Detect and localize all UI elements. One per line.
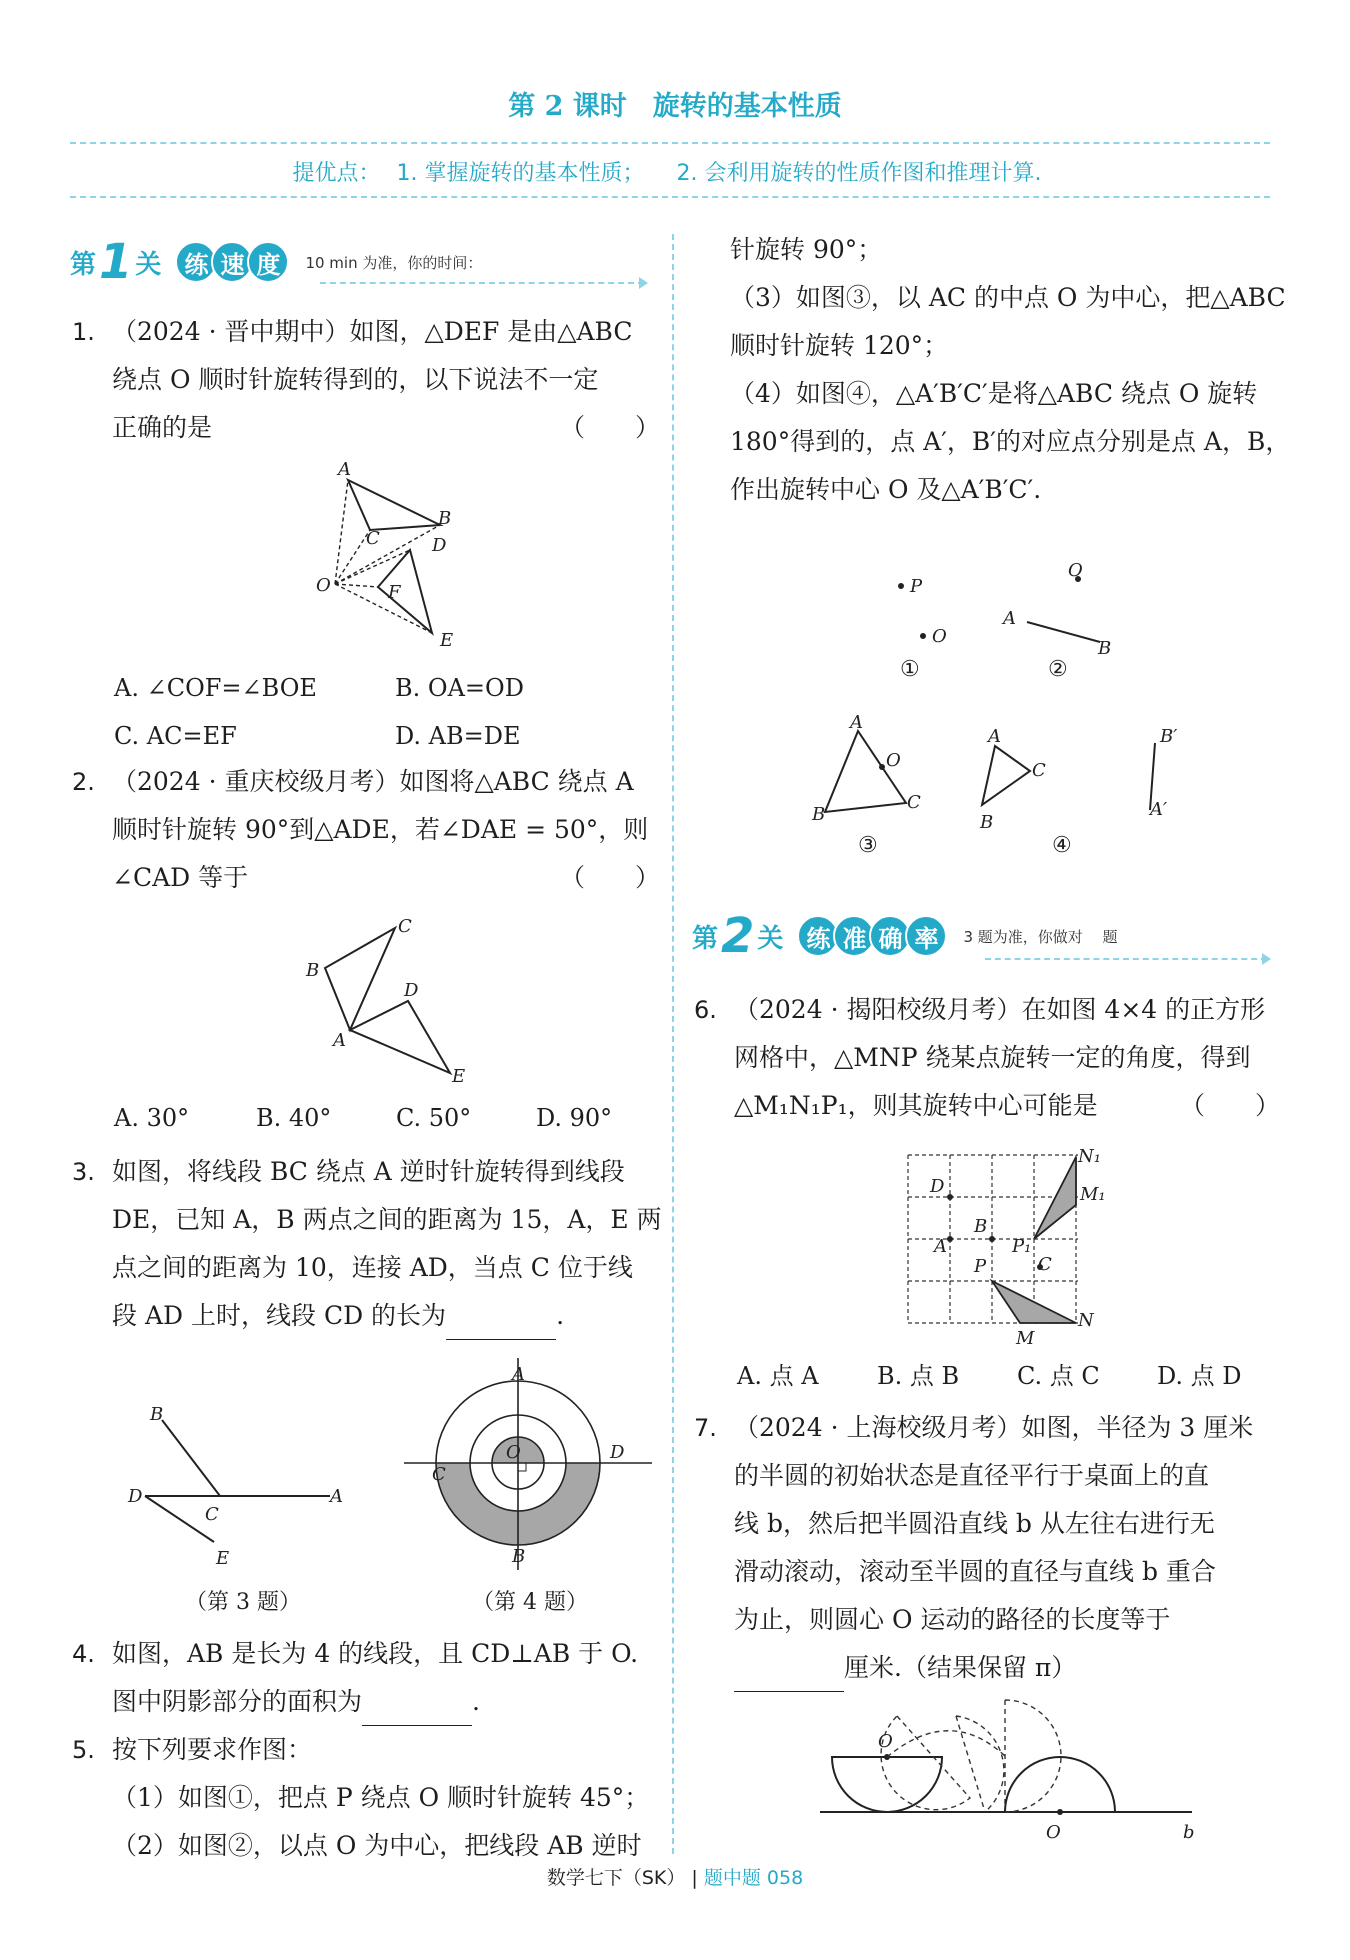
section-number: 2	[721, 908, 755, 964]
text-line: 网格中，△MNP 绕某点旋转一定的角度，得到	[734, 1043, 1251, 1072]
option-d[interactable]: D. 点 D	[1157, 1362, 1242, 1390]
badge-char: 速	[211, 241, 253, 283]
answer-paren: （ ）	[560, 863, 661, 892]
label-D: D	[128, 1486, 143, 1507]
label-B: B	[306, 960, 320, 981]
page-footer	[0, 1863, 1350, 1890]
option-a[interactable]: A. ∠COF=∠BOE	[114, 674, 317, 702]
answer-paren: （ ）	[560, 413, 661, 442]
label-B: B	[980, 812, 994, 833]
label-A: A	[934, 1236, 947, 1257]
footer-subject: 数学七下（SK）	[546, 1867, 686, 1889]
option-d[interactable]: D. AB=DE	[395, 722, 521, 750]
text-line: DE，已知 A，B 两点之间的距离为 15，A，E 两	[112, 1205, 662, 1234]
label-E: E	[440, 630, 454, 651]
label-C: C	[366, 528, 380, 549]
label-O: O	[932, 626, 947, 647]
label-A-prime: A′	[1150, 799, 1168, 820]
lesson-title: 旋转的基本性质	[652, 91, 842, 122]
text-line: （1）如图①，把点 P 绕点 O 顺时针旋转 45°；	[112, 1783, 650, 1812]
text-line: 作出旋转中心 O 及△A′B′C′.	[730, 475, 1042, 504]
badge-char: 准	[833, 915, 875, 957]
label-C: C	[398, 916, 412, 937]
section-word: 第	[692, 923, 719, 954]
section-word: 关	[757, 923, 784, 954]
section-note: 3 题为准，你做对 题	[963, 927, 1118, 946]
text-line: （3）如图③，以 AC 的中点 O 为中心，把△ABC	[730, 283, 1286, 312]
label-F: F	[388, 582, 401, 603]
section-word: 第	[70, 249, 97, 280]
text-line: 为止，则圆心 O 运动的路径的长度等于	[734, 1605, 1171, 1634]
text-line: 针旋转 90°；	[730, 235, 883, 264]
label-A: A	[338, 459, 351, 480]
label-C: C	[1038, 1254, 1052, 1275]
text-span: 图中阴影部分的面积为	[112, 1687, 363, 1716]
option-d[interactable]: D. 90°	[536, 1104, 613, 1132]
text-line: 如图，AB 是长为 4 的线段，且 CD⊥AB 于 O.	[112, 1639, 639, 1668]
label-E: E	[452, 1066, 466, 1087]
option-b[interactable]: B. OA=OD	[395, 674, 524, 702]
page-number: 058	[766, 1867, 804, 1889]
figure-caption: （第 3 题）	[185, 1590, 301, 1615]
label-B: B	[512, 1546, 526, 1567]
text-line: 顺时针旋转 120°；	[730, 331, 949, 360]
label-B: B	[974, 1216, 988, 1237]
label-O: O	[1068, 560, 1083, 581]
label-C: C	[205, 1504, 219, 1525]
label-N: N	[1078, 1310, 1094, 1331]
text-line: △M₁N₁P₁，则其旋转中心可能是	[734, 1091, 1098, 1120]
text-line: 线 b，然后把半圆沿直线 b 从左往右进行无	[734, 1509, 1215, 1538]
label-E: E	[216, 1548, 230, 1569]
question-number: 1.	[72, 318, 95, 346]
label-B: B	[812, 804, 826, 825]
option-c[interactable]: C. 50°	[396, 1104, 472, 1132]
label-A: A	[512, 1364, 525, 1385]
label-A: A	[333, 1030, 346, 1051]
badge-char: 度	[247, 241, 289, 283]
label-D: D	[610, 1442, 625, 1463]
text-line: （2024 · 上海校级月考）如图，半径为 3 厘米	[734, 1413, 1254, 1442]
text-line: 如图，将线段 BC 绕点 A 逆时针旋转得到线段	[112, 1157, 625, 1186]
lesson-number: 第 2 课时	[508, 91, 627, 122]
label-P: P	[910, 576, 923, 597]
text-span: .	[556, 1301, 565, 1330]
label-C: C	[907, 792, 921, 813]
caption-3: ③	[858, 833, 878, 858]
question-number: 2.	[72, 768, 95, 796]
question-number: 7.	[694, 1414, 717, 1442]
label-B: B	[150, 1404, 164, 1425]
question-number: 5.	[72, 1736, 95, 1764]
label-D: D	[404, 980, 419, 1001]
text-line: 顺时针旋转 90°到△ADE，若∠DAE = 50°，则	[112, 815, 649, 844]
objective-2: 2. 会利用旋转的性质作图和推理计算.	[676, 161, 1042, 186]
caption-4: ④	[1052, 833, 1072, 858]
label-A: A	[1003, 608, 1016, 629]
caption-2: ②	[1048, 657, 1068, 682]
text-line: 180°得到的，点 A′，B′的对应点分别是点 A，B，	[730, 427, 1291, 456]
label-O-end: O	[1046, 1822, 1061, 1843]
label-O: O	[506, 1442, 521, 1463]
label-D: D	[930, 1176, 945, 1197]
label-M: M	[1016, 1328, 1035, 1349]
label-B-prime: B′	[1160, 726, 1178, 747]
figure-caption: （第 4 题）	[472, 1590, 588, 1615]
label-A: A	[330, 1486, 343, 1507]
text-line: 按下列要求作图：	[112, 1735, 313, 1764]
label-D: D	[432, 535, 447, 556]
option-a[interactable]: A. 30°	[114, 1104, 190, 1132]
text-line: （4）如图④，△A′B′C′是将△ABC 绕点 O 旋转	[730, 379, 1258, 408]
label-O-start: O	[878, 1731, 893, 1752]
label-N1: N₁	[1078, 1146, 1101, 1167]
label-A: A	[850, 712, 863, 733]
text-line: 绕点 O 顺时针旋转得到的，以下说法不一定	[112, 365, 599, 394]
section-number: 1	[99, 234, 133, 290]
label-B: B	[1098, 638, 1112, 659]
text-line: （2024 · 晋中期中）如图，△DEF 是由△ABC	[112, 317, 633, 346]
text-line: 滑动滚动，滚动至半圆的直径与直线 b 重合	[734, 1557, 1216, 1586]
text-line: （2024 · 重庆校级月考）如图将△ABC 绕点 A	[112, 767, 634, 796]
footer-series: 题中题	[703, 1867, 761, 1889]
label-C: C	[1032, 760, 1046, 781]
text-line: （2）如图②，以点 O 为中心，把线段 AB 逆时	[112, 1831, 642, 1860]
text-span: .	[472, 1687, 480, 1716]
section-word: 关	[135, 249, 162, 280]
label-O: O	[886, 750, 901, 771]
text-span: 厘米.（结果保留 π）	[844, 1653, 1077, 1682]
badge-char: 练	[175, 241, 217, 283]
badge-char: 确	[869, 915, 911, 957]
option-b[interactable]: B. 40°	[256, 1104, 332, 1132]
text-line: 的半圆的初始状态是直径平行于桌面上的直	[734, 1461, 1210, 1490]
label-P: P	[974, 1256, 987, 1277]
label-O: O	[316, 575, 331, 596]
label-B: B	[438, 508, 452, 529]
text-line: 点之间的距离为 10，连接 AD，当点 C 位于线	[112, 1253, 633, 1282]
label-M1: M₁	[1080, 1184, 1106, 1205]
question-number: 4.	[72, 1640, 95, 1668]
label-P1: P₁	[1012, 1236, 1032, 1257]
option-a[interactable]: A. 点 A	[737, 1362, 819, 1390]
answer-paren: （ ）	[1180, 1091, 1281, 1120]
text-line: ∠CAD 等于	[112, 863, 249, 892]
objectives-label: 提优点：	[292, 161, 381, 186]
section-note: 10 min 为准，你的时间：	[305, 253, 483, 272]
footer-separator: |	[691, 1867, 698, 1889]
label-b: b	[1183, 1822, 1195, 1843]
badge-char: 练	[797, 915, 839, 957]
text-line: 正确的是	[112, 413, 213, 442]
objective-1: 1. 掌握旋转的基本性质；	[396, 161, 645, 186]
text-line: （2024 · 揭阳校级月考）在如图 4×4 的正方形	[734, 995, 1266, 1024]
question-number: 6.	[694, 996, 717, 1024]
label-A: A	[988, 726, 1001, 747]
badge-char: 率	[905, 915, 947, 957]
option-c[interactable]: C. AC=EF	[114, 722, 237, 750]
option-b[interactable]: B. 点 B	[877, 1362, 960, 1390]
question-number: 3.	[72, 1158, 95, 1186]
label-C: C	[432, 1464, 446, 1485]
caption-1: ①	[900, 657, 920, 682]
option-c[interactable]: C. 点 C	[1017, 1362, 1100, 1390]
text-span: 段 AD 上时，线段 CD 的长为	[112, 1301, 447, 1330]
